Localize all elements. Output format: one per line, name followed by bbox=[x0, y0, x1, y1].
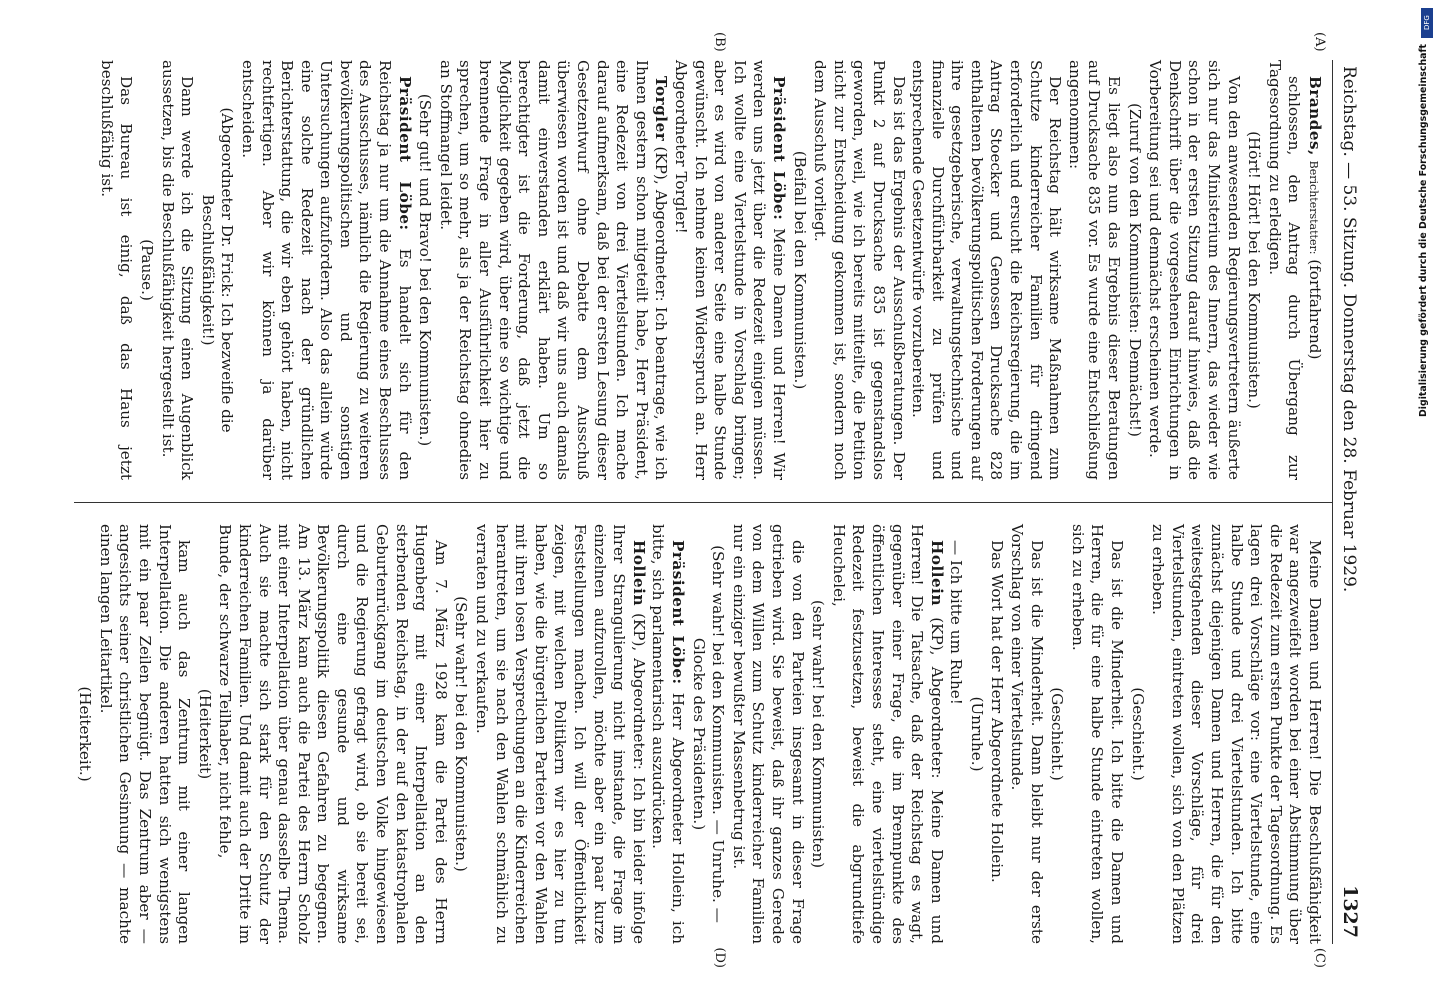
text: (sehr wahr! bei den Kommunisten) bbox=[809, 599, 828, 869]
text: (Pause.) bbox=[137, 239, 156, 301]
interjection bbox=[1047, 524, 1067, 944]
paragraph bbox=[1007, 524, 1046, 944]
paragraph bbox=[95, 524, 193, 944]
paragraph bbox=[810, 60, 908, 480]
right-column bbox=[74, 524, 1332, 944]
text: Meine Damen und Herren! Wir werden uns jetzt über die Redezeit einigen müssen. Ich wollte eine Viertelstunde in Vorschlag bringen; aber es wird von anderer Seite eine halbe Stunde gewünscht. Ich nehme keinen Widerspruch an. Herr Abgeordneter Torgler! bbox=[672, 60, 788, 480]
text: schlossen, den Antrag durch Übergang zur Tagesordnung zu erledigen. bbox=[1265, 60, 1304, 480]
text: Dann werde ich die Sitzung einen Augenblick aussetzen, bis die Beschlußfähigkeit hergestellt ist. bbox=[158, 60, 197, 480]
text: Das ist das Ergebnis der Ausschußberatungen. Der Punkt 2 auf Drucksache 835 ist gegenstandslos geworden, weil, wie ich bereits mitteilte, die Petition nicht zur Entscheidung gekommen ist, sondern noch dem Ausschuß vorliegt. bbox=[811, 60, 908, 480]
left-column bbox=[74, 60, 1332, 480]
text: Es liegt also nun das Ergebnis dieser Beratungen auf Drucksache 835 vor. Es wurde eine Entschließung angenommen: bbox=[1065, 60, 1124, 480]
page-number: 1327 bbox=[1339, 885, 1361, 938]
interjection bbox=[451, 524, 471, 944]
text: (Heiterkeit.) bbox=[76, 686, 95, 782]
paragraph bbox=[946, 524, 966, 944]
text: (KP), Abgeordneter: Ich bin leider infolge Ihrer Strangulierung nicht imstande, die Frage im einzelnen aufzurollen, möchte aber ein paar kurze Feststellungen machen. Ich will der Öffentlichkeit zeigen, mit welchen Politikern wir es hier zu tun haben, wie die bürgerlichen Parteien vor den Wahlen mit ihren losen Versprechungen an die Kinderreichen herantreten, um sie nach den Wahlen schmählich zu verraten und zu verkaufen. bbox=[473, 524, 648, 945]
interjection bbox=[136, 60, 156, 480]
text: (KP), Abgeordneter: Meine Damen und Herren! Die Tatsache, daß der Reichstag es wagt, gegenüber einer Frage, die im Brennpunkte des öffentlichen Interesses steht, eine viertelstündige Redezeit festzusetzen, beweist die abgrundtiefe Heuchelei, bbox=[829, 524, 946, 945]
speaker-name: Präsident Löbe: bbox=[395, 76, 414, 231]
text: Das ist die Minderheit. Ich bitte die Damen und Herren, die für eine halbe Stunde eintreten wollen, sich zu erheben. bbox=[1068, 524, 1127, 944]
text: (Geschieht.) bbox=[1128, 687, 1147, 781]
interjection bbox=[415, 60, 435, 480]
text: (Sehr wahr! bei den Kommunisten. — Unruhe. — Glocke des Präsidenten.) bbox=[689, 545, 728, 923]
text: Es handelt sich für den Reichstag ja nur um die Annahme eines Beschlusses des Ausschusses, nämlich die Regierung zu weiteren bevölkerungspolitischen und sonstigen Untersuchungen aufzufordern. Also das allein würde eine solche Redezeit nach der gründlichen Berichterstattung, die wir eben gehört haben, nicht rechtfertigen. Aber wir können ja darüber entscheiden. bbox=[238, 60, 414, 480]
text: (KP), Abgeordneter: Ich beantrage, wie ich Ihnen gestern schon mitgeteilt habe, Herr Präsident, eine Redezeit von drei Viertelstunden. Ich mache darauf aufmerksam, daß bei der ersten Lesung dieser Gesetzentwurf ohne Debatte dem Ausschuß überwiesen worden ist und daß wir uns auch damals damit einverstanden erklärt haben. Um so berechtigter ist die Forderung, daß jetzt die Möglichkeit gegeben wird, über eine so wichtige und brennende Frage in aller Ausführlichkeit hier zu sprechen, um so mehr, als ja der Reichstag ohnedies an Stoffmangel leidet. bbox=[436, 60, 671, 480]
interjection bbox=[1127, 524, 1147, 944]
paragraph bbox=[670, 60, 788, 480]
text: (Beifall bei den Kommunisten.) bbox=[790, 150, 809, 390]
text: (Zuruf von den Kommunisten: Demnächst!) bbox=[1125, 103, 1144, 437]
speaker-name: Hollein bbox=[927, 540, 946, 606]
interjection bbox=[1244, 60, 1264, 480]
paragraph bbox=[1148, 524, 1324, 944]
text: Meine Damen und Herren! Die Beschlußfähigkeit war angezweifelt worden bei einer Abstimmung über die Redezeit zum ersten Punkte der Tagesordnung. Es lagen drei Vorschläge vor: eine Viertelstunde, eine halbe Stunde und drei Viertelstunden. Ich bitte zunächst diejenigen Damen und Herren, die für den weitestgehenden dieser Vorschläge, für drei Viertelstunden, eintreten wollen, sich von den Plätzen zu erheben. bbox=[1149, 524, 1324, 944]
rotated-page bbox=[67, 30, 1367, 970]
paragraph bbox=[471, 524, 647, 944]
paragraph bbox=[96, 60, 135, 480]
interjection bbox=[1124, 60, 1144, 480]
text: (Hört! Hört! bei den Kommunisten.) bbox=[1245, 131, 1264, 409]
margin-mark-d: (D) bbox=[712, 947, 727, 968]
interjection bbox=[688, 524, 727, 944]
speaker-name: Torgler bbox=[652, 76, 671, 142]
paragraph bbox=[1145, 60, 1243, 480]
interjection bbox=[75, 524, 95, 944]
interjection bbox=[194, 524, 214, 944]
paragraph bbox=[1064, 60, 1123, 480]
text: — Ich bitte um Ruhe! bbox=[947, 540, 966, 705]
paragraph bbox=[987, 524, 1007, 944]
paragraph bbox=[728, 524, 806, 944]
margin-mark-c: (C) bbox=[1312, 947, 1327, 968]
text: Am 7. März 1928 kam die Partei des Herrn Hugenberg mit einer Interpellation an den sterbenden Reichstag, in der auf den katastrophalen Geburtenrückgang im deutschen Volke hingewiesen und die Regierung gefragt wird, ob sie bereit sei, durch eine gesunde und wirksame Bevölkerungspolitik diesen Gefahren zu begegnen. Am 13. März kam auch die Partei des Herrn Scholz mit einer Interpellation über genau dasselbe Thema. Auch sie machte sich stark für den Schutz der kinderreichen Familien. Und damit auch der Dritte im Bunde, der schwarze Teilhaber, nicht fehle, bbox=[216, 524, 450, 944]
text: Der Reichstag hält wirksame Maßnahmen zum Schutze kinderreicher Familien für dringend erforderlich und ersucht die Reichsregierung, die im Antrag Stoecker und Genossen Drucksache 828 enthaltenen bevölkerungspolitischen Forderungen auf ihre gesetzgeberische, verwaltungstechnische und finanzielle Durchführbarkeit zu prüfen und entsprechende Gesetzentwürfe vorzubereiten. bbox=[909, 60, 1065, 480]
paragraph bbox=[157, 60, 196, 480]
text: (Sehr wahr! bei den Kommunisten.) bbox=[452, 596, 471, 872]
paragraph bbox=[1067, 524, 1126, 944]
text: Das Wort hat der Herr Abgeordnete Hollein. bbox=[988, 540, 1007, 883]
interjection bbox=[966, 524, 986, 944]
interjection bbox=[789, 60, 809, 480]
text: Das ist die Minderheit. Dann bleibt nur der erste Vorschlag von einer Viertelstunde. bbox=[1008, 524, 1046, 944]
text: die von den Parteien insgesamt in dieser Frage getrieben wird. Sie beweist, daß ihr ganzes Gerede von dem Willen zum Schutz kinderreicher Familien nur ein einziger bewußter Massenbetrug ist. bbox=[729, 524, 807, 944]
speaker-name: Präsident Löbe: bbox=[769, 76, 788, 221]
text: (Geschieht.) bbox=[1048, 687, 1067, 781]
dfg-logo: DFG bbox=[1421, 8, 1433, 38]
page-header bbox=[1332, 60, 1361, 944]
paragraph bbox=[1303, 60, 1324, 480]
margin-mark-a: (A) bbox=[1312, 32, 1327, 52]
text: (Abgeordneter Dr. Frick: Ich bezweifle die Beschlußfähigkeit!) bbox=[198, 107, 237, 433]
speaker-name: Präsident Löbe: bbox=[669, 540, 687, 685]
paragraph bbox=[237, 60, 413, 480]
text: (Unruhe.) bbox=[967, 696, 986, 772]
paragraph bbox=[1264, 60, 1303, 480]
speaker-name: Brandes, bbox=[1306, 76, 1324, 156]
paragraph bbox=[435, 60, 670, 480]
text: Das Bureau ist einig, daß das Haus jetzt beschlußfähig ist. bbox=[97, 60, 136, 480]
text: Herr Abgeordneter Hollein, ich bitte, sich parlamentarisch auszudrücken. bbox=[649, 524, 687, 944]
speaker-role: Berichterstatter: bbox=[1307, 160, 1320, 255]
text: (Sehr gut! und Bravo! bei den Kommunisten.) bbox=[416, 93, 435, 447]
interjection bbox=[808, 524, 828, 944]
paragraph bbox=[828, 524, 946, 944]
column-divider bbox=[74, 502, 1332, 503]
text: kam auch das Zentrum mit einer langen Interpellation. Die anderen hatten sich wenigstens mit ein paar Zeilen begnügt. Das Zentrum aber — angesichts seiner christlichen Gesinnung — machte einen langen Leitartikel. bbox=[96, 524, 194, 944]
paragraph bbox=[215, 524, 450, 944]
speaker-name: Hollein bbox=[629, 540, 648, 606]
margin-mark-b: (B) bbox=[712, 32, 727, 52]
paragraph bbox=[648, 524, 687, 944]
running-head: Reichstag. — 53. Sitzung. Donnerstag den 28. Februar 1929. bbox=[1339, 66, 1359, 593]
text: Von den anwesenden Regierungsvertretern äußerte sich nur das Ministerium des Innern, das wieder wie schon in der ersten Sitzung darauf hinwies, daß die Denkschrift über die vorgesehenen Einrichtungen in Vorbereitung sei und demnächst erscheinen werde. bbox=[1146, 60, 1243, 480]
paragraph bbox=[908, 60, 1065, 480]
interjection bbox=[197, 60, 236, 480]
text: (fortfahrend) bbox=[1306, 259, 1324, 360]
two-columns bbox=[74, 60, 1332, 944]
digitization-credit: Digitalisierung gefördert durch die Deutsche Forschungsgemeinschaft bbox=[1418, 44, 1429, 418]
text: (Heiterkeit) bbox=[195, 688, 214, 780]
